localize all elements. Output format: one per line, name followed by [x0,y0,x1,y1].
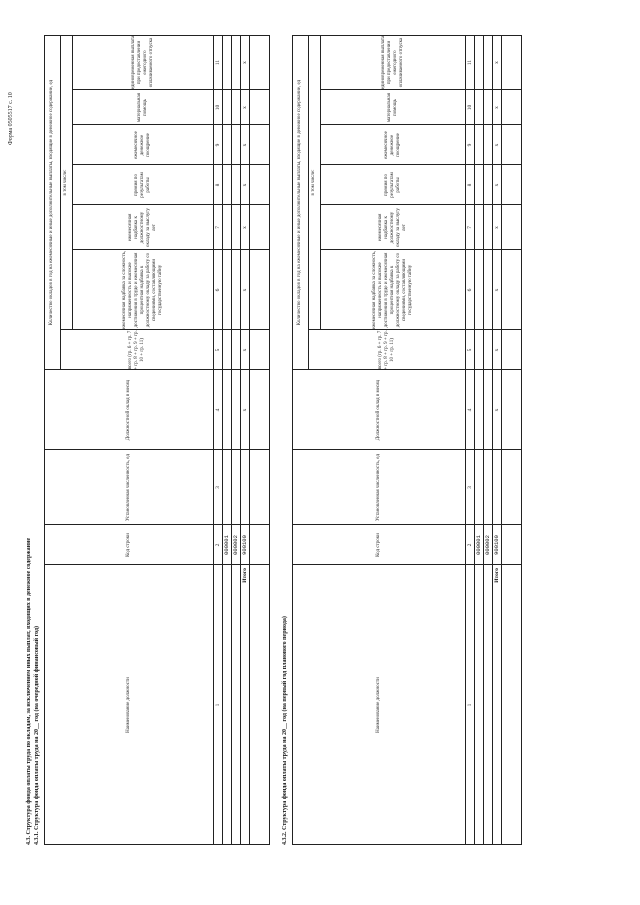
col-number: 8 [214,183,221,187]
col-header-in-that: в том числе: [311,169,316,196]
col-number: 2 [466,543,473,547]
cell-x: x [493,348,500,352]
col-header-11: единовременная выплата при предоставлении ежегодного оплачиваемого отпуска [130,35,154,90]
col-header-position: Наименование должности [375,677,381,733]
form-number: Форма 0505517 с. 10 [8,92,14,145]
col-number: 2 [214,543,221,547]
col-number: 3 [214,486,221,489]
col-number: 7 [466,226,473,229]
col-number: 11 [214,59,221,66]
cell-x: x [493,408,500,412]
row-code: 000002 [231,535,239,555]
col-header-salary: Должностной оклад в месяц [125,379,131,441]
table-2-title: 4.3.2. Структура фонда оплаты труда на 20__ год (на первый год планового периода) [282,616,288,845]
col-header-headcount: Установленная численность, ед [375,454,381,521]
col-header-7: ежемесячная надбавка к должностному окладу за выслугу лет [127,208,157,247]
col-header-7: ежемесячная надбавка к должностному окладу за выслугу лет [377,208,407,247]
col-number: 1 [466,703,473,707]
col-number: 11 [466,59,473,66]
col-number: 5 [466,348,473,352]
cell-x: x [241,408,248,412]
total-label: Итого [241,568,248,583]
cell-x: x [241,288,248,292]
col-header-headcount: Установленная численность, ед [125,454,131,521]
col-number: 6 [214,288,221,292]
row-code: 900100 [492,535,500,555]
col-header-9: ежемесячное денежное поощрение [383,131,401,159]
row-code: 000002 [483,535,491,555]
col-header-total: всего (гр. 6 + гр. 7 + гр. 8 + гр. 9 + гр. 10 + гр. 11) [127,330,145,370]
row-code: 900100 [240,535,248,555]
row-code: 000001 [474,535,482,555]
row-code: 000001 [222,535,230,555]
section-title: 4.3. Структура фонда оплаты труда по окладам, за исключением иных выплат, входящих в денежное содержание [26,537,32,845]
col-header-6: ежемесячная надбавка за сложность, напряженность и высокие достижения в труде и ежемесячная процентная надбавка к должностному окладу за работу со сведениями, составляющими государственную тайну [121,250,163,330]
cell-x: x [241,61,248,64]
col-header-group: Количество окладов в год на ежемесячные и иные дополнительные выплаты, входящие в денежное содержание, ед [49,79,54,326]
col-number: 4 [214,408,221,412]
col-number: 9 [466,143,473,147]
col-header-total: всего (гр. 6 + гр. 7 + гр. 8 + гр. 9 + гр. 10 + гр. 11) [377,330,395,370]
cell-x: x [493,288,500,292]
col-number: 1 [214,703,221,707]
total-label: Итого [493,568,500,583]
col-number: 6 [466,288,473,292]
cell-x: x [493,106,500,109]
col-number: 3 [466,486,473,489]
cell-x: x [493,61,500,64]
col-number: 9 [214,143,221,147]
col-number: 10 [214,104,221,111]
col-header-8: премия по результатам работы [383,172,401,198]
cell-x: x [493,183,500,187]
col-header-position: Наименование должности [125,677,131,733]
col-number: 7 [214,226,221,229]
cell-x: x [493,226,500,229]
col-number: 8 [466,183,473,187]
cell-x: x [241,143,248,147]
col-header-code: Код строки [375,533,381,557]
col-header-9: ежемесячное денежное поощрение [133,131,151,159]
col-header-in-that: в том числе: [63,169,68,196]
col-header-6: ежемесячная надбавка за сложность, напряженность и высокие достижения в труде и ежемесячная процентная надбавка к должностному окладу за работу со сведениями, составляющими государственную тайну [371,250,413,330]
col-header-code: Код строки [125,533,131,557]
cell-x: x [241,106,248,109]
cell-x: x [241,226,248,229]
col-header-group: Количество окладов в год на ежемесячные и иные дополнительные выплаты, входящие в денежное содержание, ед [297,79,302,326]
col-number: 5 [214,348,221,352]
col-number: 4 [466,408,473,412]
col-header-10: материальная помощь [136,92,148,123]
cell-x: x [241,348,248,352]
cell-x: x [493,143,500,147]
col-header-11: единовременная выплата при предоставлении ежегодного оплачиваемого отпуска [380,35,404,90]
col-number: 10 [466,104,473,111]
col-header-10: материальная помощь [386,92,398,123]
cell-x: x [241,183,248,187]
col-header-salary: Должностной оклад в месяц [375,379,381,441]
col-header-8: премия по результатам работы [133,172,151,198]
table-1-title: 4.3.1. Структура фонда оплаты труда на 20__ год (на очередной финансовый год) [34,625,40,845]
